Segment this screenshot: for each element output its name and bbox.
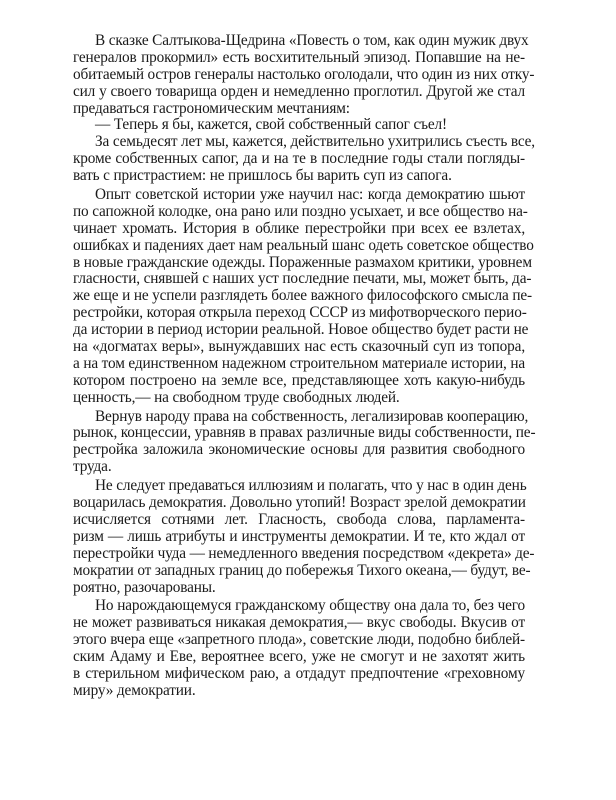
text-line: рынок, концессии, уравняв в правах различные виды собственности, пе- [73,424,536,442]
text-line: на «догматах веры», вынуждавших нас есть сказочный суп из топора, [73,338,525,356]
text-line: генералов прокормил» есть восхитительный эпизод. Попавшие на не- [73,48,525,66]
paragraph-1 [73,32,535,117]
text-line: ризм — лишь атрибуты и инструменты демократии. И те, кто ждал от [73,527,525,545]
text-line: роятно, разочарованы. [73,578,216,596]
body-text [73,32,536,700]
text-line: рестройки, которая открыла переход СССР из мифотворческого перио- [73,304,527,322]
text-line: За семьдесят лет мы, кажется, действительно ухитрились съесть все, [95,133,535,151]
paragraph-4 [73,186,534,407]
text-line: Вернув народу права на собственность, легализировав кооперацию, [95,407,529,425]
text-line: чинает хромать. История в облике перестройки при всех ее взлетах, [73,219,525,237]
paragraph-2-dialogue [73,117,525,134]
text-line: В сказке Салтыкова-Щедрина «Повесть о том, как один мужик двух [95,32,529,49]
paragraph-5 [73,407,536,477]
text-line: воцарилась демократия. Довольно утопий! Возраст зрелой демократии [73,494,526,512]
text-line: в новые гражданские одежды. Пораженные размахом критики, уровнем [73,253,532,271]
text-line: исчисляется сотнями лет. Гласность, свобода слова, парламента- [73,510,525,528]
text-line: не может развиваться никакая демократия,— вкус свободы. Вкусив от [73,614,525,632]
text-line: в стерильном мифическом раю, а отдадут предпочтение «греховному [73,664,525,682]
text-line: сил у своего товарища орден и немедленно проглотил. Другой же стал [73,82,525,100]
text-line: этого вчера еще «запретного плода», советские люди, подобно библей- [73,631,525,649]
text-line: же еще и не успели разглядеть более важного философского смысла пе- [73,287,532,305]
text-line: да истории в период истории реальной. Новое общество будет расти не [73,321,529,339]
paragraph-6 [73,477,535,596]
text-line: ошибках и падениях дает нам реальный шанс одеть советское общество [73,236,534,254]
text-line: обитаемый остров генералы настолько оголодали, что один из них отку- [73,65,535,83]
text-line: Опыт советской истории уже научил нас: когда демократию шьют [95,186,525,204]
text-line: предаваться гастрономическим мечтаниям: [73,99,350,117]
dialogue-line: — Теперь я бы, кажется, свой собственный сапог съел! [95,116,447,134]
text-line: перестройки чуда — немедленного введения посредством «декрета» де- [73,544,535,562]
text-line: а на том единственном надежном строительном материале истории, на [73,354,526,372]
paragraph-3 [73,133,535,185]
text-line: кроме собственных сапог, да и на те в последние годы стали погляды- [73,150,525,168]
text-line: ским Адаму и Еве, вероятнее всего, уже не смогут и не захотят жить [73,648,525,666]
text-line: мократии от западных границ до побережья Тихого океана,— будут, ве- [73,561,531,579]
text-line: вать с пристрастием: не пришлось бы варить суп из сапога. [73,167,452,185]
text-line: труда. [73,458,112,476]
text-line: ценность,— на свободном труде свободных людей. [73,388,400,406]
text-line: Не следует предаваться иллюзиям и полагать, что у нас в один день [95,477,527,495]
text-line: Но нарождающемуся гражданскому обществу она дала то, без чего [95,597,525,615]
text-line: котором построено на земле все, представляющее хоть какую-нибудь [73,371,525,389]
text-line: гласности, снявшей с наших уст последние печати, мы, может быть, да- [73,270,532,288]
text-line: рестройка заложила экономические основы для развития свободного [73,441,525,459]
text-line: по сапожной колодке, она рано или поздно усыхает, и все общество на- [73,202,528,220]
paragraph-7 [73,598,525,699]
text-line: миру» демократии. [73,681,196,699]
